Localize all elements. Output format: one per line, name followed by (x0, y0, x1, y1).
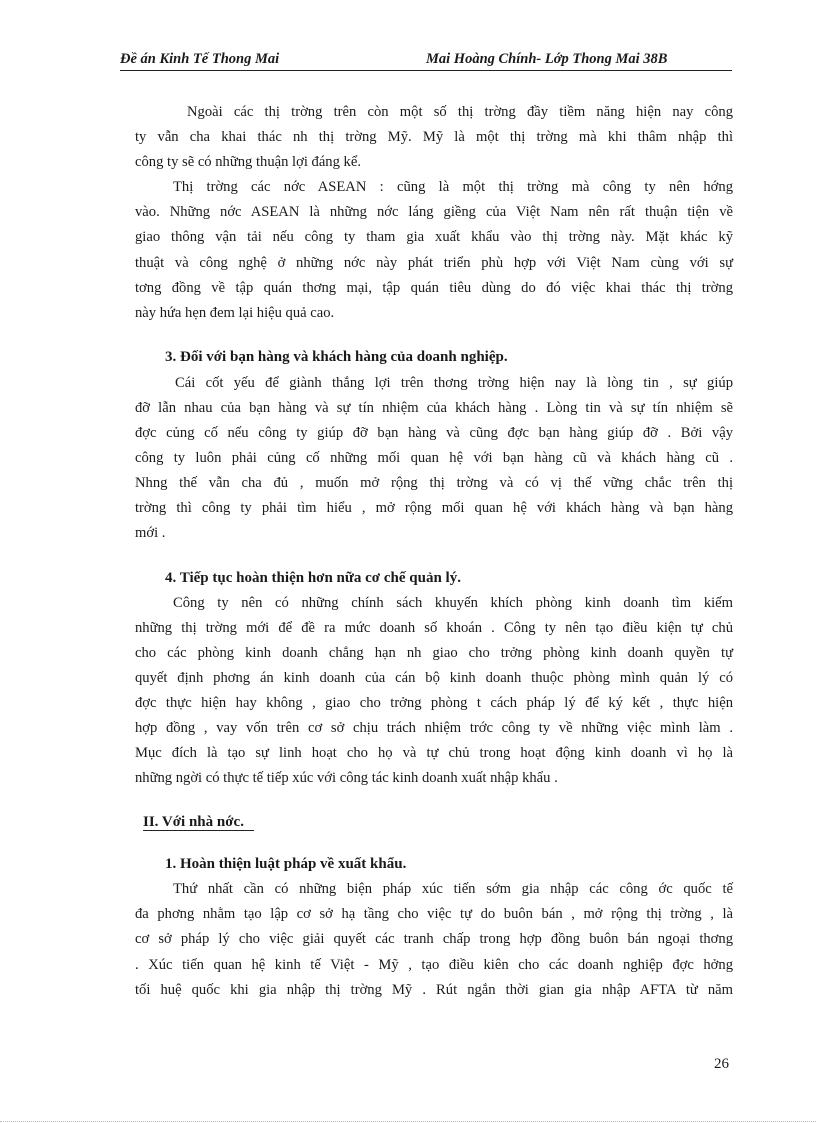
text-line: công ty sẽ có những thuận lợi đáng kể. (135, 154, 361, 171)
text-line: thuật và công nghệ ở những nớc này phát triển phù hợp với Việt Nam cùng với sự (135, 254, 733, 271)
section-heading-1: 1. Hoàn thiện luật pháp về xuất khẩu. (165, 856, 407, 873)
text-line: đỡ lẫn nhau của bạn hàng và sự tín nhiệm của khách hàng . Lòng tin và sự tín nhiệm sẽ (135, 399, 733, 416)
text-line: cho các phòng kinh doanh chẳng hạn nh giao cho trởng phòng kinh doanh quyền tự (135, 644, 733, 661)
paragraph-partners (135, 371, 733, 547)
text-line: đa phơng nhằm tạo lập cơ sở hạ tầng cho việc tự do buôn bán , mở rộng thị trờng , là (135, 906, 733, 923)
text-line: vào. Những nớc ASEAN là những nớc láng giềng của Việt Nam nên rất thuận tiện về (135, 204, 733, 221)
text-line: tối huệ quốc khi gia nhập thị trờng Mỹ . Rút ngắn thời gian gia nhập AFTA từ năm (135, 981, 733, 998)
text-line: cơ sở pháp lý cho việc giải quyết các tranh chấp trong hợp đồng buôn bán ngoại thơng (135, 931, 733, 948)
text-line: Thứ nhất cần có những biện pháp xúc tiến sớm gia nhập các công ớc quốc tế (173, 881, 733, 898)
text-line: tơng đồng về tập quán thơng mại, tập quán tiêu dùng do đó việc khai thác thị trờng (135, 279, 733, 296)
text-line: đợc củng cố nếu công ty giúp đỡ bạn hàng và cũng đợc bạn hàng giúp đỡ . Bởi vậy (135, 425, 733, 442)
header-author: Mai Hoàng Chính- Lớp Thong Mai 38B (426, 51, 668, 67)
paragraph-other-markets (135, 100, 733, 175)
paragraph-management (135, 591, 733, 792)
paragraph-asean (135, 175, 733, 326)
text-line: Cái cốt yếu để giành thắng lợi trên thơng trờng hiện nay là lòng tin , sự giúp (175, 374, 733, 391)
page-header (120, 50, 732, 71)
document-body (135, 100, 733, 1003)
text-line: . Xúc tiến quan hệ kinh tế Việt - Mỹ , tạo điều kiên cho các doanh nghiệp đợc hởng (135, 956, 733, 973)
text-line: những thị trờng mới để đề ra mức doanh số khoán . Công ty nên tạo điều kiện tự chủ (135, 619, 733, 636)
text-line: Mục đích là tạo sự linh hoạt cho họ và tự chủ trong hoạt động kinh doanh vì họ là (135, 745, 733, 762)
text-line: hợp đồng , vay vốn trên cơ sở chịu trách nhiệm trớc công ty về những việc mình làm . (135, 719, 733, 736)
text-line: Thị trờng các nớc ASEAN : cũng là một thị trờng mà công ty nên hớng (173, 179, 733, 196)
header-title: Đề án Kinh Tế Thong Mai (120, 51, 280, 67)
text-line: đợc thực hiện hay không , giao cho trởng phòng t cách pháp lý để ký kết , thực hiện (135, 694, 733, 711)
text-line: quyết định phơng án kinh doanh của cán bộ kinh doanh thuộc phòng mình quản lý có (135, 669, 733, 686)
text-line: công ty luôn phải củng cố những mối quan hệ với bạn hàng cũ và khách hàng cũ . (135, 450, 733, 467)
text-line: Nhng thế vẫn cha đủ , muốn mở rộng thị trờng và có vị thế vững chắc trên thị (135, 475, 733, 492)
paragraph-law (135, 877, 733, 1002)
text-line: trờng thì công ty phải tìm hiểu , mở rộng mối quan hệ với khách hàng và bạn hàng (135, 500, 733, 517)
section-heading-ii (135, 811, 733, 833)
text-line: những ngời có thực tế tiếp xúc với công tác kinh doanh xuất nhập khẩu . (135, 770, 558, 787)
section-heading-4: 4. Tiếp tục hoàn thiện hơn nữa cơ chế quản lý. (165, 569, 461, 586)
text-line: ty vẫn cha khai thác nh thị trờng Mỹ. Mỹ là một thị trờng mà khi thâm nhập thì (135, 129, 733, 146)
text-line: Công ty nên có những chính sách khuyến khích phòng kinh doanh tìm kiếm (173, 594, 733, 611)
page-bottom-divider (0, 1121, 816, 1122)
page-number: 26 (714, 1056, 729, 1072)
section-heading-3: 3. Đối với bạn hàng và khách hàng của doanh nghiệp. (165, 348, 508, 365)
text-line: mới . (135, 525, 166, 542)
text-line: giao thông vận tải nếu công ty tham gia xuất khẩu vào thị trờng này. Mặt khác kỹ (135, 229, 733, 246)
section-heading-ii-text: II. Với nhà nớc. (143, 814, 254, 831)
text-line: Ngoài các thị trờng trên còn một số thị trờng đầy tiềm năng hiện nay công (187, 104, 733, 120)
text-line: này hứa hẹn đem lại hiệu quả cao. (135, 304, 335, 321)
